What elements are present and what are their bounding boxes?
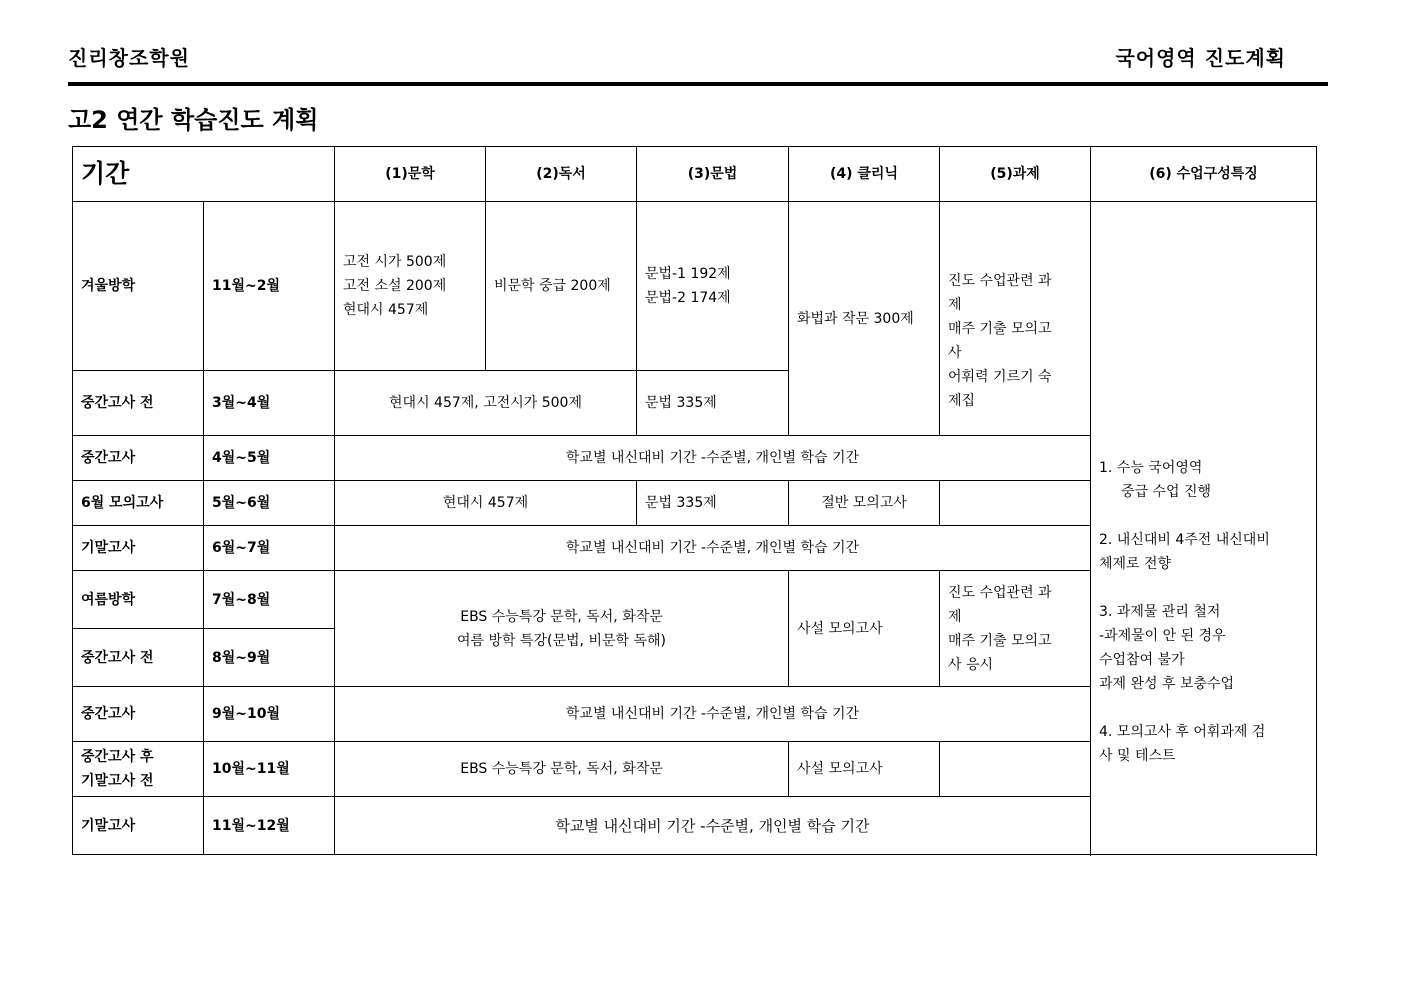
period-label: 기말고사 bbox=[73, 797, 204, 855]
summer-assignment-cell bbox=[940, 571, 1091, 687]
feature-line: 1. 수능 국어영역 bbox=[1099, 460, 1203, 476]
feature-line: 사 및 테스트 bbox=[1099, 748, 1176, 764]
study-plan-table bbox=[72, 146, 1317, 855]
class-features-cell bbox=[1091, 202, 1317, 855]
document-category: 국어영역 진도계획 bbox=[1115, 46, 1286, 70]
period-label: 중간고사 전 bbox=[73, 629, 204, 687]
months-label: 5월~6월 bbox=[204, 481, 335, 526]
feature-gap bbox=[1099, 504, 1308, 528]
school-prep-cell: 학교별 내신대비 기간 -수준별, 개인별 학습 기간 bbox=[335, 797, 1091, 855]
summer-clinic-cell: 사설 모의고사 bbox=[789, 571, 940, 687]
fall-content-cell: EBS 수능특강 문학, 독서, 화작문 bbox=[335, 742, 789, 797]
header-rule bbox=[68, 82, 1328, 86]
feature-line: -과제물이 안 된 경우 bbox=[1099, 628, 1226, 644]
feature-line: 중급 수업 진행 bbox=[1121, 484, 1212, 500]
cell-line: EBS 수능특강 문학, 독서, 화작문 bbox=[460, 608, 663, 625]
winter-literature-cell bbox=[335, 202, 486, 371]
winter-assignment-cell bbox=[940, 202, 1091, 436]
cell-line: 여름 방학 특강(문법, 비문학 독해) bbox=[457, 632, 666, 649]
feature-line: 4. 모의고사 후 어휘과제 검 bbox=[1099, 724, 1266, 740]
cell-line: 고전 시가 500제 bbox=[343, 254, 447, 270]
feature-line: 과제 완성 후 보충수업 bbox=[1099, 676, 1235, 692]
cell-line: 제집 bbox=[948, 392, 976, 409]
school-prep-cell: 학교별 내신대비 기간 -수준별, 개인별 학습 기간 bbox=[335, 436, 1091, 481]
june-lit-reading-cell: 현대시 457제 bbox=[335, 481, 637, 526]
cell-line: 어휘력 기르기 숙 bbox=[948, 368, 1052, 385]
june-assignment-cell bbox=[940, 481, 1091, 526]
cell-line: 사 응시 bbox=[948, 656, 994, 673]
col-header-grammar: (3)문법 bbox=[637, 147, 789, 202]
period-label: 중간고사 전 bbox=[73, 371, 204, 436]
col-header-class-features: (6) 수업구성특징 bbox=[1091, 147, 1317, 202]
cell-line: 문법-2 174제 bbox=[645, 290, 731, 306]
feature-line: 수업참여 불가 bbox=[1099, 652, 1185, 668]
col-header-clinic: (4) 클리닉 bbox=[789, 147, 940, 202]
feature-line: 3. 과제물 관리 철저 bbox=[1099, 604, 1221, 620]
months-label: 11월~2월 bbox=[204, 202, 335, 371]
table-row bbox=[73, 202, 1317, 371]
months-label: 11월~12월 bbox=[204, 797, 335, 855]
months-label: 8월~9월 bbox=[204, 629, 335, 687]
winter-clinic-cell: 화법과 작문 300제 bbox=[789, 202, 940, 436]
col-header-assignment: (5)과제 bbox=[940, 147, 1091, 202]
feature-line: 체제로 전향 bbox=[1099, 556, 1172, 572]
months-label: 3월~4월 bbox=[204, 371, 335, 436]
winter-grammar-cell bbox=[637, 202, 789, 371]
col-header-period: 기간 bbox=[73, 147, 335, 202]
period-label: 겨울방학 bbox=[73, 202, 204, 371]
cell-line: 고전 소설 200제 bbox=[343, 278, 447, 294]
cell-line: 제 bbox=[948, 608, 962, 625]
header-row bbox=[73, 147, 1317, 202]
june-grammar-cell: 문법 335제 bbox=[637, 481, 789, 526]
months-label: 9월~10월 bbox=[204, 687, 335, 742]
col-header-reading: (2)독서 bbox=[486, 147, 637, 202]
feature-line: 2. 내신대비 4주전 내신대비 bbox=[1099, 532, 1270, 548]
feature-gap bbox=[1099, 696, 1308, 720]
period-label bbox=[73, 742, 204, 797]
spring-grammar-cell: 문법 335제 bbox=[637, 371, 789, 436]
school-prep-cell: 학교별 내신대비 기간 -수준별, 개인별 학습 기간 bbox=[335, 687, 1091, 742]
fall-assignment-cell bbox=[940, 742, 1091, 797]
winter-reading-cell: 비문학 중급 200제 bbox=[486, 202, 637, 371]
cell-line: 현대시 457제 bbox=[343, 302, 429, 318]
academy-name: 진리창조학원 bbox=[68, 46, 190, 70]
fall-clinic-cell: 사설 모의고사 bbox=[789, 742, 940, 797]
period-label: 6월 모의고사 bbox=[73, 481, 204, 526]
period-line: 중간고사 후 bbox=[81, 749, 154, 765]
school-prep-cell: 학교별 내신대비 기간 -수준별, 개인별 학습 기간 bbox=[335, 526, 1091, 571]
cell-line: 진도 수업관련 과 bbox=[948, 584, 1052, 601]
cell-line: 제 bbox=[948, 296, 962, 313]
cell-line: 매주 기출 모의고 bbox=[948, 320, 1052, 337]
period-line: 기말고사 전 bbox=[81, 773, 154, 789]
cell-line: 사 bbox=[948, 344, 962, 361]
cell-line: 진도 수업관련 과 bbox=[948, 272, 1052, 289]
period-label: 중간고사 bbox=[73, 687, 204, 742]
months-label: 10월~11월 bbox=[204, 742, 335, 797]
spring-lit-reading-cell: 현대시 457제, 고전시가 500제 bbox=[335, 371, 637, 436]
june-clinic-cell: 절반 모의고사 bbox=[789, 481, 940, 526]
summer-content-cell bbox=[335, 571, 789, 687]
months-label: 4월~5월 bbox=[204, 436, 335, 481]
feature-gap bbox=[1099, 576, 1308, 600]
period-label: 기말고사 bbox=[73, 526, 204, 571]
months-label: 6월~7월 bbox=[204, 526, 335, 571]
page-title: 고2 연간 학습진도 계획 bbox=[68, 106, 319, 134]
months-label: 7월~8월 bbox=[204, 571, 335, 629]
period-label: 중간고사 bbox=[73, 436, 204, 481]
cell-line: 매주 기출 모의고 bbox=[948, 632, 1052, 649]
cell-line: 문법-1 192제 bbox=[645, 266, 731, 282]
period-label: 여름방학 bbox=[73, 571, 204, 629]
col-header-literature: (1)문학 bbox=[335, 147, 486, 202]
